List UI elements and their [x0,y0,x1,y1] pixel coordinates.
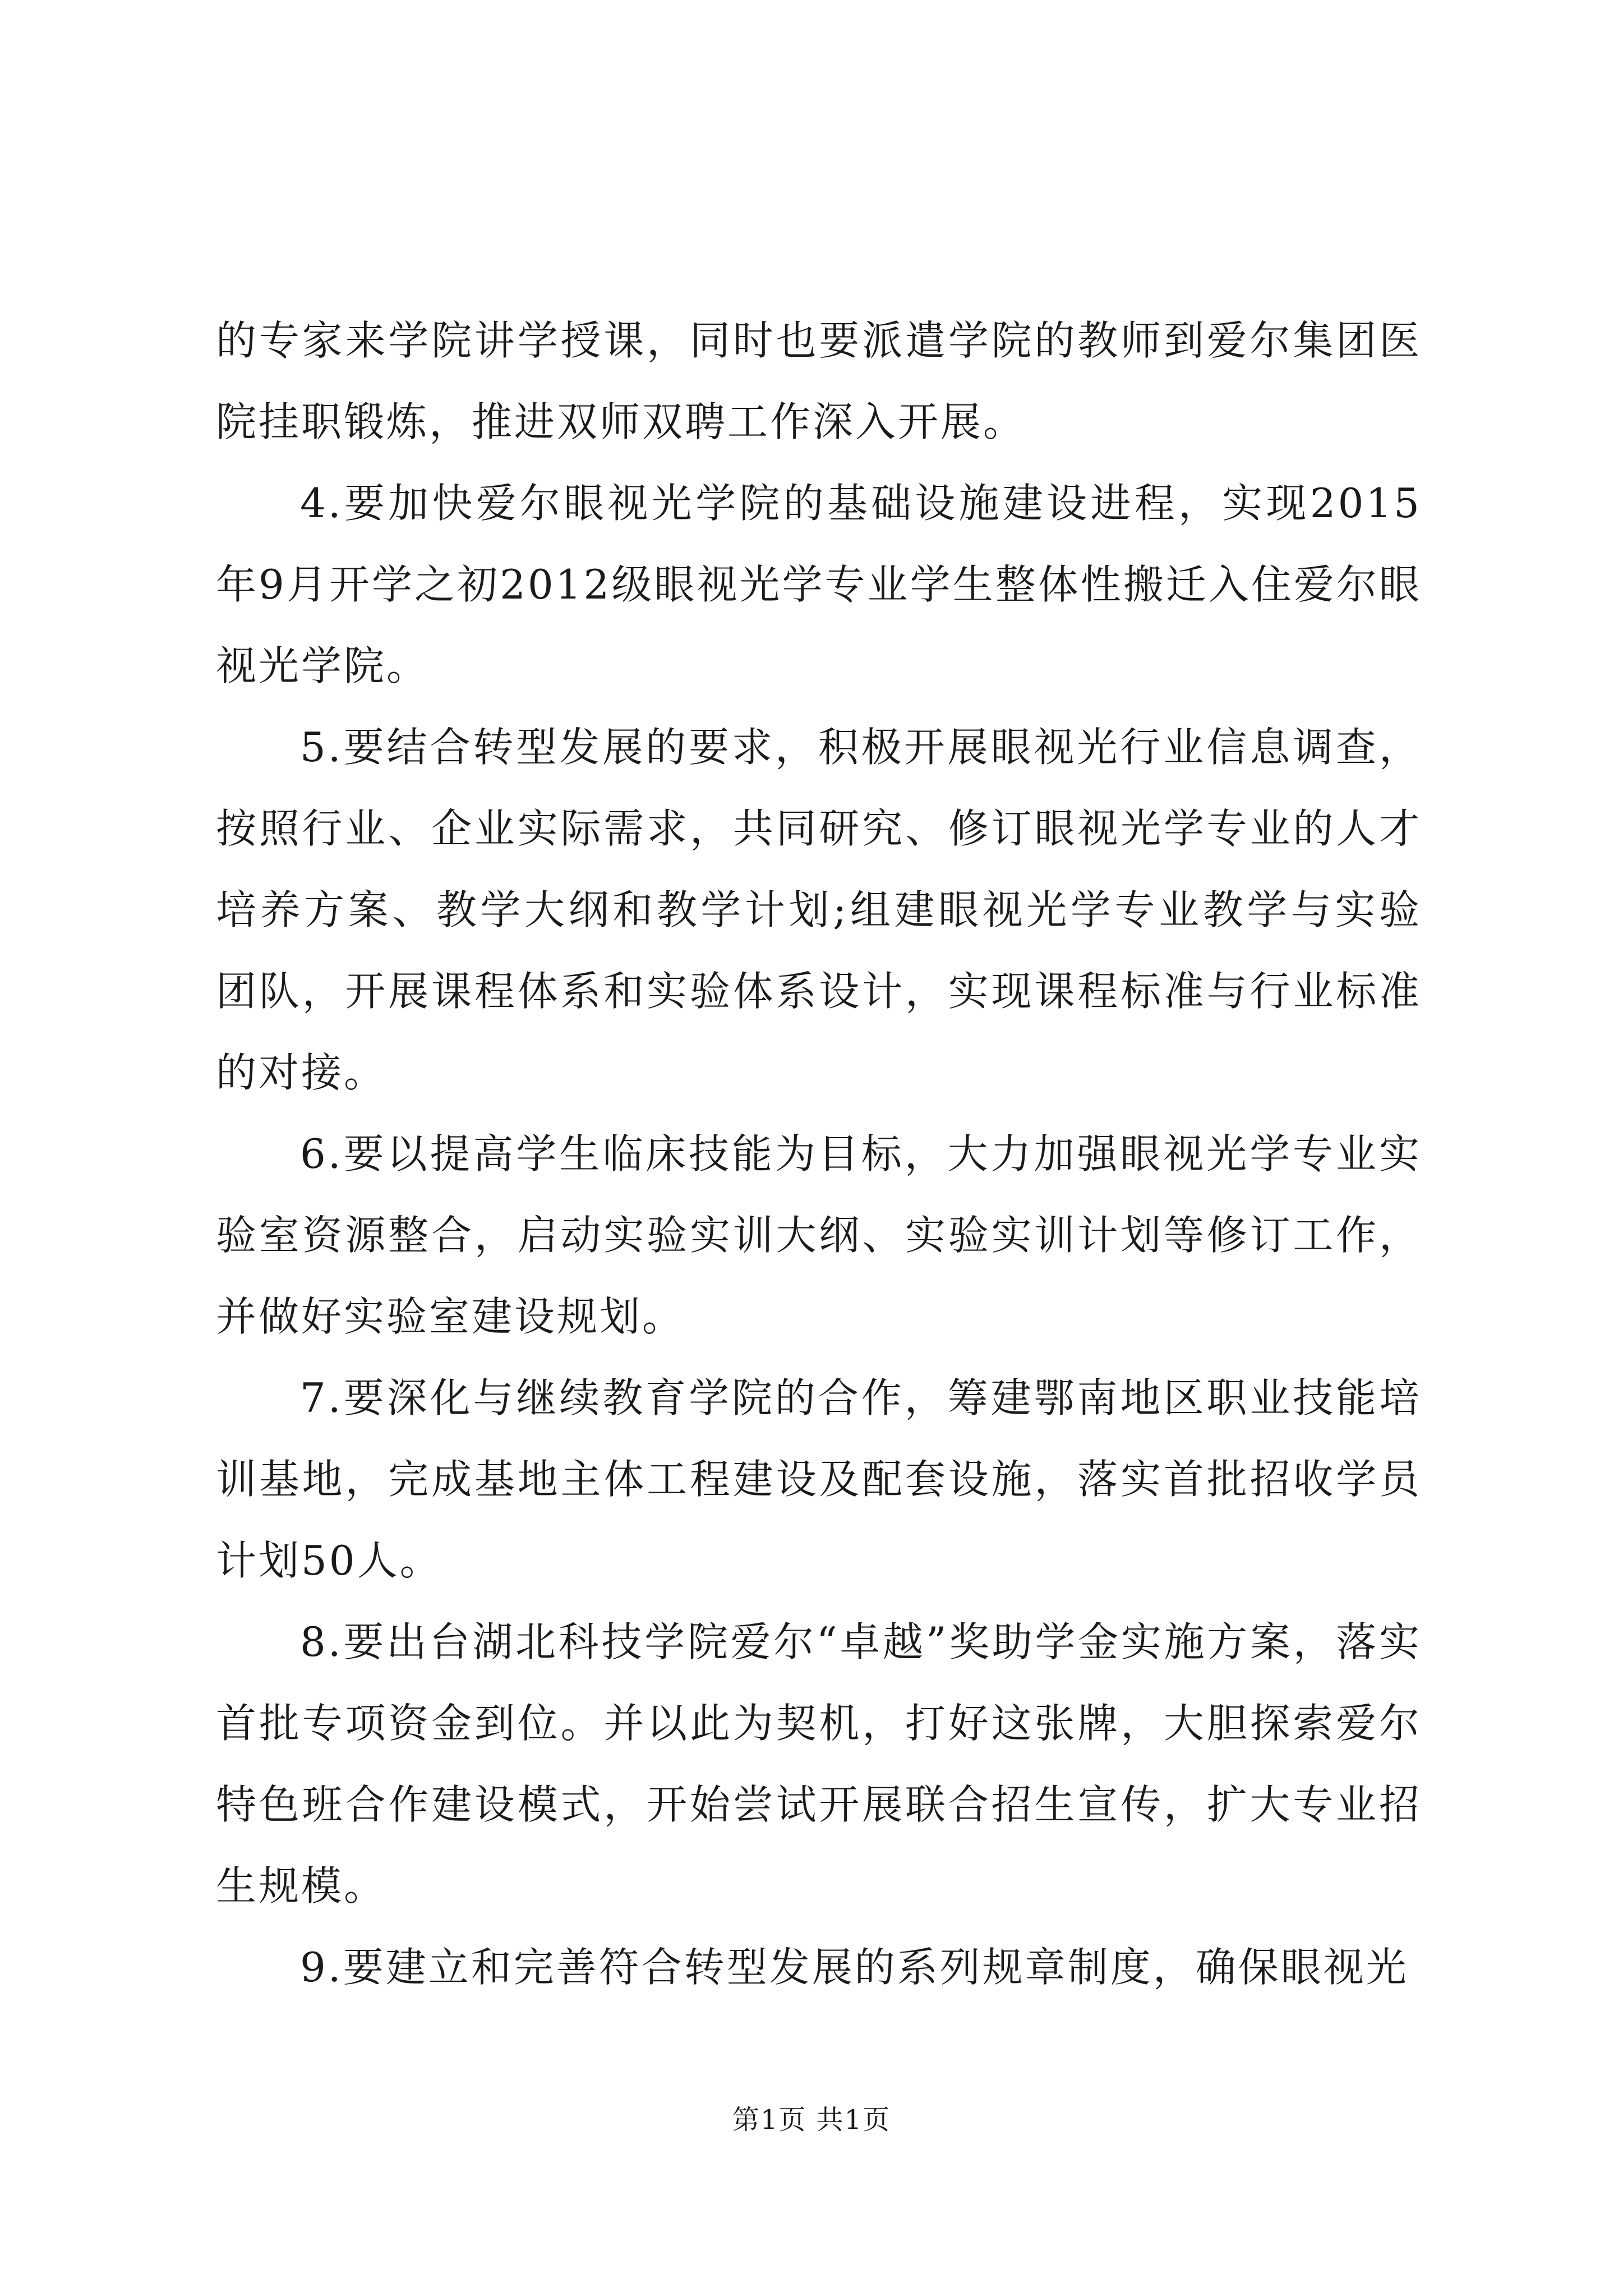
paragraph-item-6: 6.要以提高学生临床技能为目标，大力加强眼视光学专业实验室资源整合，启动实验实训大纲、实验实训计划等修订工作，并做好实验室建设规划。 [216,1130,1422,1340]
paragraph-continuation: 的专家来学院讲学授课，同时也要派遣学院的教师到爱尔集团医院挂职锻炼，推进双师双聘工作深入开展。 [216,317,1422,445]
paragraph-item-5: 5.要结合转型发展的要求，积极开展眼视光行业信息调查，按照行业、企业实际需求，共同研究、修订眼视光学专业的人才培养方案、教学大纲和教学计划;组建眼视光学专业教学与实验团队，开展课程体系和实验体系设计，实现课程标准与行业标准的对接。 [216,724,1422,1096]
paragraph-item-7: 7.要深化与继续教育学院的合作，筹建鄂南地区职业技能培训基地，完成基地主体工程建设及配套设施，落实首批招收学员计划50人。 [216,1374,1422,1584]
document-body [216,300,1422,2008]
paragraph-item-4: 4.要加快爱尔眼视光学院的基础设施建设进程，实现2015年9月开学之初2012级眼视光学专业学生整体性搬迁入住爱尔眼视光学院。 [216,480,1422,689]
paragraph-item-9: 9.要建立和完善符合转型发展的系列规章制度，确保眼视光 [300,1944,1409,1991]
page-footer: 第1页 共1页 [732,2104,891,2136]
paragraph-item-8: 8.要出台湖北科技学院爱尔“卓越”奖助学金实施方案，落实首批专项资金到位。并以此为契机，打好这张牌，大胆探索爱尔特色班合作建设模式，开始尝试开展联合招生宣传，扩大专业招生规模。 [216,1618,1422,1910]
